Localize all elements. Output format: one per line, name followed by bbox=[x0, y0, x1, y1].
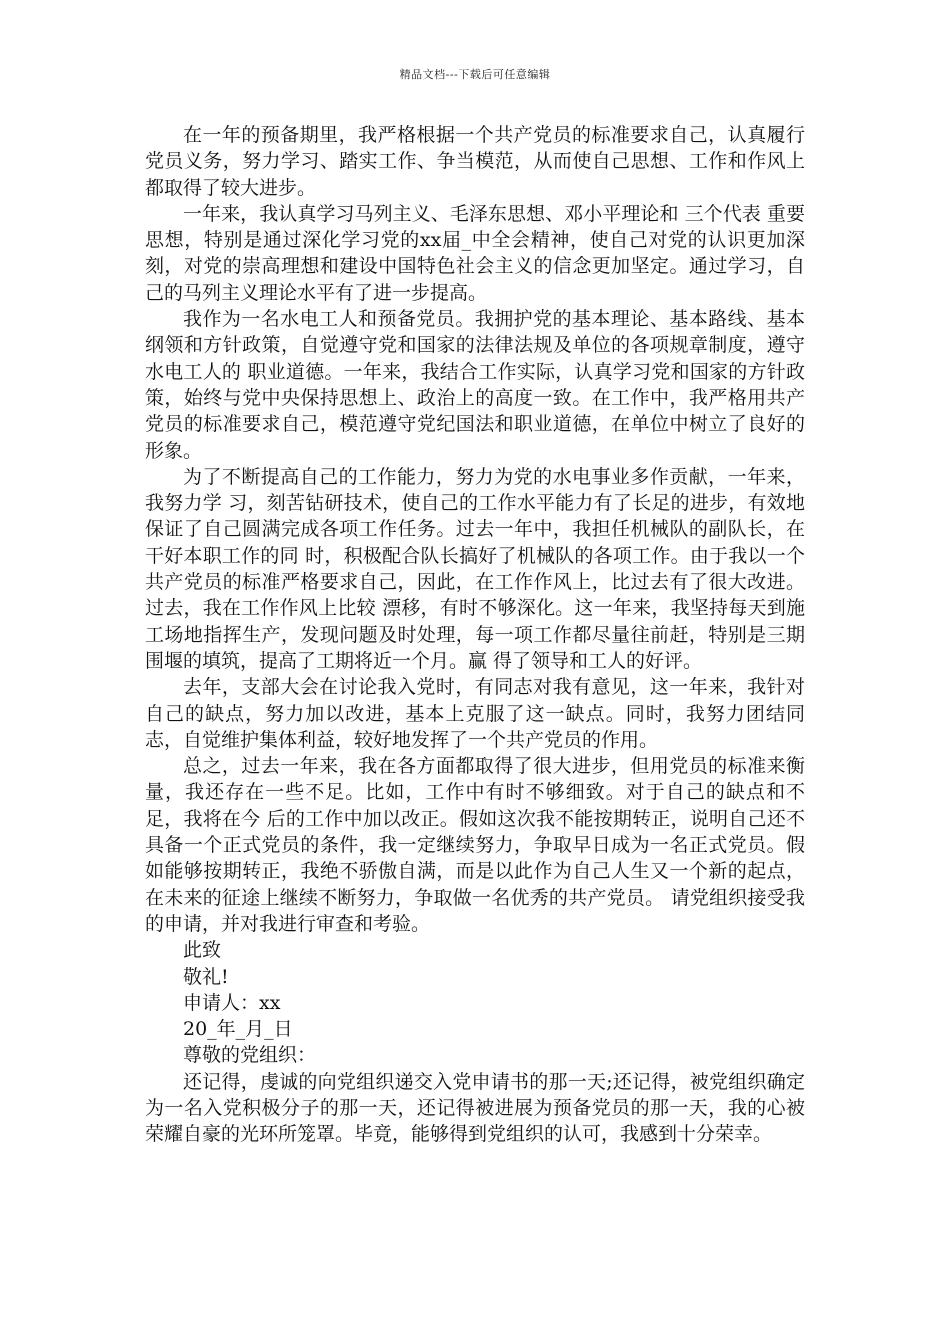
page-header: 精品文档---下载后可任意编辑 bbox=[399, 68, 551, 81]
paragraph-conclusion: 总之，过去一年来，我在各方面都取得了很大进步，但用党员的标准来衡量，我还存在一些不足。比如，工作中有时不够细致。对于自己的缺点和不足，我将在今 后的工作中加以改正。假如这次我不能按期转正，说明自己还不具备一个正式党员的条件，我一定继续努力，争取早日成为一名正式党员。假如能够按期转正，我绝不骄傲自满，而是以此作为自己人生又一个新的起点，在未来的征途上继续不断努力，争取做一名优秀的共产党员。 请党组织接受我的申请，并对我进行审查和考验。 bbox=[145, 755, 805, 935]
paragraph-work-ability: 为了不断提高自己的工作能力，努力为党的水电事业多作贡献，一年来，我努力学 习，刻苦钻研技术，使自己的工作水平能力有了长足的进步，有效地保证了自己圆满完成各项工作任务。过去一年中，我担任机械队的副队长，在干好本职工作的同 时，积极配合队长搞好了机械队的各项工作。由于我以一个共产党员的标准严格要求自己，因此，在工作作风上，比过去有了很大改进。过去，我在工作作风上比较 漂移，有时不够深化。这一年来，我坚持每天到施工场地指挥生产，发现问题及时处理，每一项工作都尽量往前赶，特别是三期围堰的填筑，提高了工期将近一个月。赢 得了领导和工人的好评。 bbox=[145, 465, 805, 672]
next-letter-paragraph: 还记得，虔诚的向党组织递交入党申请书的那一天;还记得，被党组织确定为一名入党积极分子的那一天，还记得被进展为预备党员的那一天，我的心被荣耀自豪的光环所笼罩。毕竟，能够得到党组织的认可，我感到十分荣幸。 bbox=[145, 1070, 805, 1146]
paragraph-probation-summary: 在一年的预备期里，我严格根据一个共产党员的标准要求自己，认真履行党员义务，努力学习、踏实工作、争当模范，从而使自己思想、工作和作风上都取得了较大进步。 bbox=[145, 124, 805, 199]
closing-respect: 敬礼! bbox=[183, 965, 229, 988]
closing-salutation: 此致 bbox=[183, 939, 222, 962]
paragraph-shortcomings: 去年，支部大会在讨论我入党时，有同志对我有意见，这一年来，我针对自己的缺点，努力加以改进，基本上克服了这一缺点。同时，我努力团结同志，自觉维护集体利益，较好地发挥了一个共产党员的作用。 bbox=[145, 676, 805, 751]
application-date: 20_年_月_日 bbox=[183, 1018, 293, 1041]
paragraph-work-conduct: 我作为一名水电工人和预备党员。我拥护党的基本理论、基本路线、基本纲领和方针政策，自觉遵守党和国家的法律法规及单位的各项规章制度，遵守水电工人的 职业道德。一年来，我结合工作实际，认真学习党和国家的方针政策，始终与党中央保持思想上、政治上的高度一致。在工作中，我严格用共产党员的标准要求自己，模范遵守党纪国法和职业道德，在单位中树立了良好的形象。 bbox=[145, 308, 805, 462]
next-letter-greeting: 尊敬的党组织： bbox=[183, 1044, 317, 1067]
applicant-signature: 申请人：xx bbox=[183, 991, 281, 1014]
paragraph-theory-study: 一年来，我认真学习马列主义、毛泽东思想、邓小平理论和 三个代表 重要思想，特别是通过深化学习党的xx届_中全会精神，使自己对党的认识更加深刻，对党的崇高理想和建设中国特色社会主义的信念更加坚定。通过学习，自己的马列主义理论水平有了进一步提高。 bbox=[145, 202, 805, 304]
letter-body bbox=[145, 122, 805, 1148]
